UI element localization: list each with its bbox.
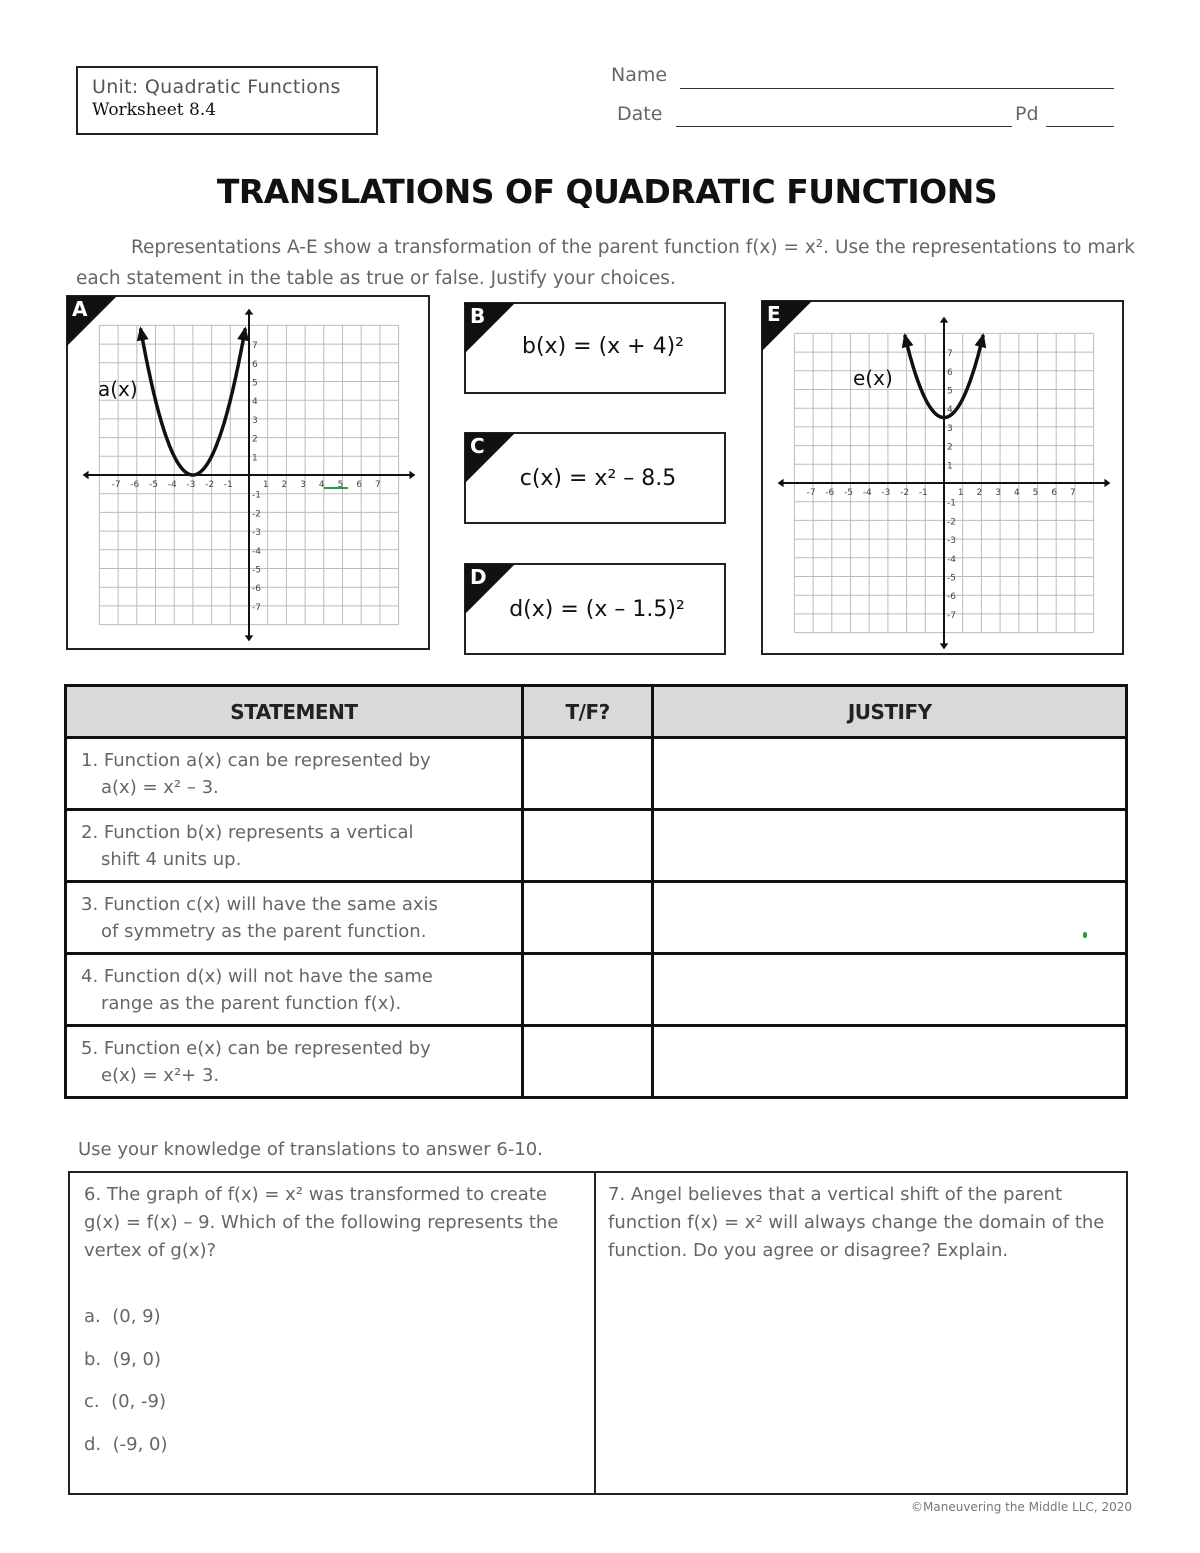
y-tick-label: -2 — [947, 517, 956, 528]
y-axis-arrow-up — [940, 317, 949, 323]
choice-text: (9, 0) — [112, 1349, 162, 1370]
x-tick-label: -7 — [806, 488, 816, 498]
table-row — [66, 738, 1127, 810]
x-tick-label: 7 — [375, 480, 381, 490]
name-field[interactable] — [680, 88, 1114, 89]
x-tick-label: -4 — [167, 480, 177, 490]
name-label: Name — [611, 64, 668, 86]
x-tick-label: 3 — [300, 480, 306, 490]
statement-line: 3. Function c(x) will have the same axis — [81, 893, 438, 915]
choice-letter: c. — [84, 1391, 100, 1412]
x-tick-label: 2 — [281, 480, 288, 490]
x-tick-label: -2 — [900, 488, 910, 498]
y-tick-label: -3 — [252, 528, 261, 539]
x-axis-arrow-right — [1104, 479, 1110, 488]
unit-box — [76, 66, 378, 135]
statement-line: 4. Function d(x) will not have the same — [81, 965, 433, 987]
parabola-arrow-left — [902, 333, 914, 348]
x-tick-label: -3 — [186, 480, 196, 490]
header-tf: T/F? — [522, 686, 653, 738]
justify-cell[interactable] — [653, 882, 1127, 954]
y-tick-label: 5 — [252, 378, 258, 389]
parabola-arrow-right — [237, 326, 249, 341]
choice-text: (0, -9) — [111, 1391, 166, 1412]
justify-cell[interactable] — [653, 954, 1127, 1026]
x-tick-label: -6 — [825, 488, 835, 498]
x-tick-label: -1 — [223, 480, 233, 490]
statement-line: of symmetry as the parent function. — [101, 920, 427, 942]
graph-a-label: a(x) — [98, 377, 138, 401]
y-tick-label: 4 — [252, 397, 258, 408]
statement-line: 1. Function a(x) can be represented by — [81, 749, 431, 771]
statement-cell — [66, 738, 523, 810]
x-tick-label: -6 — [130, 480, 140, 490]
x-tick-label: 4 — [318, 480, 325, 490]
copyright-footer: ©Maneuvering the Middle LLC, 2020 — [911, 1500, 1132, 1514]
graph-e-label: e(x) — [853, 366, 893, 390]
y-tick-label: 7 — [252, 341, 258, 352]
x-tick-label: 2 — [976, 488, 983, 498]
justify-cell[interactable] — [653, 810, 1127, 882]
x-tick-label: 5 — [337, 480, 344, 490]
card-d — [464, 563, 726, 655]
equation-d: d(x) = (x – 1.5)² — [509, 597, 685, 622]
header-statement: STATEMENT — [66, 686, 523, 738]
y-tick-label: -7 — [252, 602, 261, 613]
choice-text: (0, 9) — [112, 1306, 161, 1327]
statement-cell — [66, 954, 523, 1026]
y-tick-label: 3 — [252, 415, 258, 426]
x-tick-label: -3 — [881, 488, 891, 498]
justify-cell[interactable] — [653, 1026, 1127, 1098]
statement-cell — [66, 810, 523, 882]
questions-box — [68, 1171, 1128, 1495]
card-a-letter: A — [72, 297, 88, 321]
statement-line: a(x) = x² – 3. — [101, 776, 219, 798]
justify-cell[interactable] — [653, 738, 1127, 810]
y-tick-label: -2 — [252, 509, 261, 520]
graph-e — [763, 302, 1121, 652]
y-tick-label: -6 — [252, 584, 261, 595]
tf-cell[interactable] — [522, 738, 653, 810]
y-tick-label: 1 — [947, 461, 953, 472]
table-row — [66, 954, 1127, 1026]
question-7: 7. Angel believes that a vertical shift of the parent function f(x) = x² will always change the domain of the function. Do you agree or disagree? Explain. — [608, 1184, 1105, 1261]
tf-cell[interactable] — [522, 810, 653, 882]
x-tick-label: -7 — [111, 480, 121, 490]
page-title: TRANSLATIONS OF QUADRATIC FUNCTIONS — [216, 172, 998, 211]
y-tick-label: 2 — [252, 434, 258, 445]
y-tick-label: -4 — [947, 554, 956, 565]
unit-title: Unit: Quadratic Functions — [92, 76, 341, 98]
x-tick-label: 4 — [1013, 488, 1020, 498]
y-tick-label: 1 — [252, 453, 258, 464]
table-row — [66, 810, 1127, 882]
y-tick-label: 5 — [947, 386, 953, 397]
choice-letter: d. — [84, 1434, 102, 1455]
x-tick-label: 1 — [957, 488, 964, 498]
y-tick-label: 4 — [947, 405, 953, 416]
header-justify: JUSTIFY — [653, 686, 1127, 738]
choice-b[interactable] — [84, 1349, 161, 1370]
y-tick-label: 3 — [947, 423, 953, 434]
y-tick-label: -3 — [947, 536, 956, 547]
y-axis-arrow-down — [940, 643, 949, 649]
choice-letter: a. — [84, 1306, 101, 1327]
statement-line: 5. Function e(x) can be represented by — [81, 1037, 431, 1059]
instructions: Representations A-E show a transformation of the parent function f(x) = x². Use the representations to mark each statement in the table as true or false. Justify your choices. — [76, 237, 1135, 289]
x-tick-label: 7 — [1070, 488, 1076, 498]
tf-cell[interactable] — [522, 954, 653, 1026]
date-field[interactable] — [676, 126, 1012, 127]
y-tick-label: 6 — [947, 367, 953, 378]
worksheet-number: Worksheet 8.4 — [92, 100, 217, 120]
graph-a — [68, 297, 427, 647]
x-tick-label: 1 — [262, 480, 269, 490]
card-b-letter: B — [470, 304, 486, 328]
x-tick-label: 6 — [356, 480, 363, 490]
table-header-row — [66, 686, 1127, 738]
card-c-letter: C — [470, 434, 485, 458]
table-row — [66, 1026, 1127, 1098]
x-tick-label: 5 — [1032, 488, 1039, 498]
parabola-arrow-right — [975, 333, 987, 348]
y-tick-label: -7 — [947, 610, 956, 621]
x-axis-arrow-left — [83, 471, 89, 480]
equation-b: b(x) = (x + 4)² — [522, 334, 684, 359]
choice-d[interactable] — [84, 1434, 168, 1455]
x-tick-label: 6 — [1051, 488, 1058, 498]
y-tick-label: 6 — [252, 359, 258, 370]
choice-letter: b. — [84, 1349, 102, 1370]
statement-line: e(x) = x²+ 3. — [101, 1064, 220, 1086]
x-tick-label: -2 — [205, 480, 215, 490]
card-a — [66, 295, 430, 650]
parabola-arrow-left — [137, 326, 149, 341]
choice-text: (-9, 0) — [112, 1434, 168, 1455]
x-tick-label: 3 — [995, 488, 1001, 498]
statement-table — [64, 684, 1128, 1099]
date-label: Date — [617, 103, 663, 125]
x-tick-label: -4 — [862, 488, 872, 498]
card-e-letter: E — [767, 302, 781, 326]
x-axis-arrow-left — [778, 479, 784, 488]
x-axis-arrow-right — [409, 471, 415, 480]
tf-cell[interactable] — [522, 1026, 653, 1098]
x-tick-label: -1 — [918, 488, 928, 498]
period-field[interactable] — [1046, 126, 1114, 127]
card-e — [761, 300, 1124, 655]
tf-cell[interactable] — [522, 882, 653, 954]
table-row — [66, 882, 1127, 954]
y-tick-label: -1 — [947, 498, 956, 509]
choice-c[interactable] — [84, 1391, 166, 1412]
choice-a[interactable] — [84, 1306, 161, 1327]
y-tick-label: 2 — [947, 442, 953, 453]
x-tick-label: -5 — [844, 488, 853, 498]
y-tick-label: -5 — [947, 573, 956, 584]
question-6: 6. The graph of f(x) = x² was transformed to create g(x) = f(x) – 9. Which of the following represents the vertex of g(x)? — [84, 1184, 559, 1261]
card-c — [464, 432, 726, 524]
statement-cell — [66, 882, 523, 954]
y-tick-label: 7 — [947, 349, 953, 360]
statement-cell — [66, 1026, 523, 1098]
statement-line: 2. Function b(x) represents a vertical — [81, 821, 414, 843]
statement-line: range as the parent function f(x). — [101, 992, 402, 1014]
section-instructions: Use your knowledge of translations to answer 6-10. — [78, 1139, 543, 1160]
statement-line: shift 4 units up. — [101, 848, 242, 870]
y-axis-arrow-down — [245, 635, 254, 641]
y-tick-label: -4 — [252, 546, 261, 557]
equation-c: c(x) = x² – 8.5 — [519, 466, 677, 491]
card-d-letter: D — [470, 565, 487, 589]
questions-divider — [594, 1173, 596, 1493]
card-b — [464, 302, 726, 394]
green-mark — [1083, 932, 1087, 938]
y-axis-arrow-up — [245, 309, 254, 315]
y-tick-label: -5 — [252, 565, 261, 576]
y-tick-label: -1 — [252, 490, 261, 501]
x-tick-label: -5 — [149, 480, 158, 490]
y-tick-label: -6 — [947, 592, 956, 603]
period-label: Pd — [1015, 103, 1039, 125]
